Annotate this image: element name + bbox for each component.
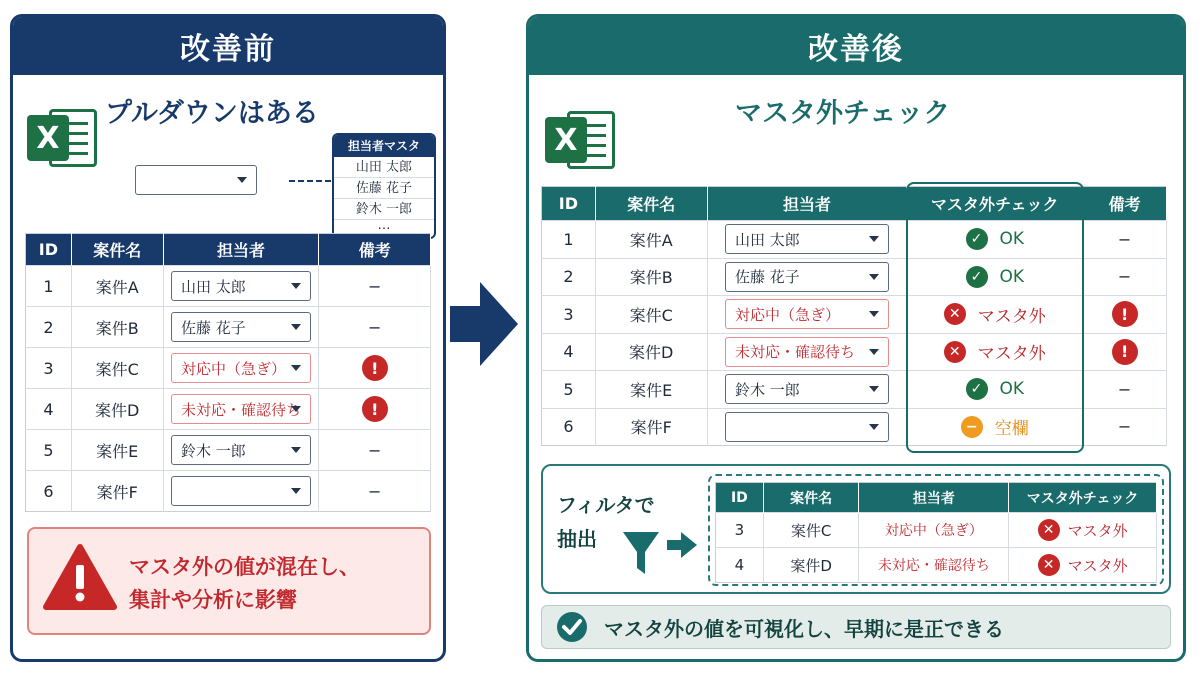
- check-status: [966, 266, 1025, 288]
- note-cell: [1083, 408, 1167, 446]
- table-row: [26, 430, 431, 471]
- assignee-dropdown[interactable]: [725, 412, 889, 442]
- assignee-value: 未対応・確認待ち: [181, 400, 302, 419]
- after-panel: [526, 14, 1186, 662]
- before-panel: [10, 14, 446, 662]
- assignee-cell: [163, 348, 319, 389]
- arrow-right-icon: [450, 282, 520, 366]
- col-name: 案件名: [595, 187, 707, 221]
- check-label: マスタ外: [1067, 521, 1128, 540]
- assignee-dropdown[interactable]: [171, 353, 311, 383]
- note-cell: [319, 266, 431, 307]
- name-cell: 案件D: [763, 548, 859, 583]
- id-cell: 3: [542, 296, 596, 334]
- table-row: [26, 389, 431, 430]
- chevron-down-icon: [869, 311, 879, 317]
- table-row: [542, 408, 1167, 446]
- id-cell: 3: [716, 513, 764, 548]
- id-cell: 3: [26, 348, 72, 389]
- master-list-more: …: [377, 218, 391, 233]
- check-label: マスタ外: [977, 344, 1046, 365]
- master-check-cell: [907, 371, 1083, 409]
- assignee-dropdown[interactable]: [725, 374, 889, 404]
- before-table: [25, 233, 431, 512]
- assignee-value: 未対応・確認待ち: [734, 343, 855, 362]
- id-cell: 1: [26, 266, 72, 307]
- note-value: −: [1117, 379, 1132, 399]
- assignee-value: 山田 太郎: [734, 230, 800, 249]
- name-cell: 案件B: [71, 307, 163, 348]
- note-cell: [319, 430, 431, 471]
- after-subtitle: マスタ外チェック: [735, 98, 951, 129]
- note-value: −: [368, 481, 382, 501]
- id-cell: 2: [542, 258, 596, 296]
- x-circle-icon: ✕: [1038, 519, 1060, 541]
- check-circle-icon: ✓: [966, 228, 988, 250]
- check-status: [961, 414, 1029, 439]
- table-row: [26, 348, 431, 389]
- alert-icon: !: [362, 355, 388, 381]
- name-cell: 案件C: [763, 513, 859, 548]
- alert-icon: !: [362, 396, 388, 422]
- check-status: [1038, 554, 1128, 576]
- assignee-dropdown[interactable]: [725, 337, 889, 367]
- x-circle-icon: ✕: [1038, 554, 1060, 576]
- filter-box: [541, 464, 1171, 594]
- arrow-right-small-icon: [667, 532, 697, 558]
- col-master-check: マスタ外チェック: [907, 187, 1083, 221]
- check-label: OK: [999, 266, 1025, 287]
- table-row: [542, 296, 1167, 334]
- minus-circle-icon: −: [961, 416, 983, 438]
- note-value: −: [1117, 267, 1132, 287]
- chevron-down-icon: [291, 488, 301, 494]
- chevron-down-icon: [291, 406, 301, 412]
- check-label: 空欄: [994, 419, 1029, 440]
- assignee-value: 対応中（急ぎ）: [181, 359, 287, 378]
- id-cell: 6: [26, 471, 72, 512]
- before-subtitle: プルダウンはある: [105, 98, 319, 129]
- note-value: −: [1117, 229, 1132, 249]
- master-list-header: 担当者マスタ: [334, 135, 434, 157]
- table-row: [716, 513, 1157, 548]
- chevron-down-icon: [291, 365, 301, 371]
- note-cell: [319, 471, 431, 512]
- assignee-cell: [707, 221, 907, 259]
- id-cell: 2: [26, 307, 72, 348]
- col-name: 案件名: [763, 483, 859, 513]
- chevron-down-icon: [237, 177, 247, 183]
- check-status: [1038, 519, 1128, 541]
- master-check-cell: [907, 221, 1083, 259]
- result-text: マスタ外の値を可視化し、早期に是正できる: [604, 616, 1004, 641]
- table-row: [542, 333, 1167, 371]
- assignee-dropdown[interactable]: [725, 224, 889, 254]
- warning-box: [27, 527, 431, 635]
- name-cell: 案件F: [71, 471, 163, 512]
- check-label: マスタ外: [1067, 556, 1128, 575]
- master-list-popup: [332, 133, 436, 239]
- assignee-value: 鈴木 一郎: [181, 441, 246, 460]
- assignee-value: 佐藤 花子: [181, 318, 246, 337]
- result-bar: [541, 605, 1171, 649]
- assignee-cell: [163, 471, 319, 512]
- master-list-item[interactable]: 佐藤 花子: [334, 178, 434, 199]
- connector-line: [289, 180, 331, 182]
- table-row: [542, 221, 1167, 259]
- master-check-cell: [1009, 548, 1157, 583]
- assignee-dropdown[interactable]: [171, 394, 311, 424]
- col-master-check: マスタ外チェック: [1009, 483, 1157, 513]
- master-list-item[interactable]: 鈴木 一郎: [334, 199, 434, 220]
- col-note: 備考: [1083, 187, 1167, 221]
- note-cell: [1083, 333, 1167, 371]
- assignee-cell: [707, 408, 907, 446]
- name-cell: 案件D: [595, 333, 707, 371]
- master-check-cell: [1009, 513, 1157, 548]
- note-cell: [1083, 371, 1167, 409]
- master-list-item[interactable]: 山田 太郎: [334, 157, 434, 178]
- assignee-dropdown[interactable]: [171, 476, 311, 506]
- note-value: −: [368, 276, 382, 296]
- filter-icon: [621, 530, 661, 578]
- x-circle-icon: ✕: [944, 341, 966, 363]
- assignee-cell: [707, 333, 907, 371]
- chevron-down-icon: [869, 236, 879, 242]
- chevron-down-icon: [869, 424, 879, 430]
- assignee-cell: 未対応・確認待ち: [859, 548, 1009, 583]
- name-cell: 案件A: [595, 221, 707, 259]
- alert-icon: !: [1112, 339, 1138, 365]
- name-cell: 案件C: [595, 296, 707, 334]
- filter-table: [715, 482, 1157, 583]
- assignee-cell: [707, 296, 907, 334]
- assignee-value: 鈴木 一郎: [734, 380, 800, 399]
- check-label: マスタ外: [977, 306, 1046, 327]
- note-cell: [319, 389, 431, 430]
- assignee-dropdown[interactable]: [171, 312, 311, 342]
- id-cell: 5: [542, 371, 596, 409]
- chevron-down-icon: [869, 274, 879, 280]
- excel-icon: X: [545, 107, 617, 173]
- col-assignee: 担当者: [707, 187, 907, 221]
- note-cell: [1083, 296, 1167, 334]
- warning-icon: [43, 543, 117, 613]
- check-label: OK: [999, 379, 1025, 400]
- note-cell: [1083, 258, 1167, 296]
- name-cell: 案件A: [71, 266, 163, 307]
- note-cell: [1083, 221, 1167, 259]
- name-cell: 案件B: [595, 258, 707, 296]
- check-circle-icon: [556, 611, 588, 643]
- name-cell: 案件D: [71, 389, 163, 430]
- assignee-dropdown[interactable]: [725, 262, 889, 292]
- sample-dropdown[interactable]: [135, 165, 257, 195]
- chevron-down-icon: [869, 349, 879, 355]
- table-row: [716, 548, 1157, 583]
- table-row: [26, 307, 431, 348]
- chevron-down-icon: [291, 283, 301, 289]
- id-cell: 4: [716, 548, 764, 583]
- name-cell: 案件C: [71, 348, 163, 389]
- check-label: OK: [999, 229, 1025, 250]
- assignee-value: 対応中（急ぎ）: [734, 305, 840, 324]
- master-check-cell: [907, 408, 1083, 446]
- before-title: 改善前: [13, 17, 443, 75]
- check-circle-icon: ✓: [966, 378, 988, 400]
- name-cell: 案件F: [595, 408, 707, 446]
- check-status: [966, 228, 1025, 250]
- filter-label-1: フィルタで: [557, 493, 655, 517]
- check-circle-icon: ✓: [966, 266, 988, 288]
- filter-label-2: 抽出: [557, 527, 597, 551]
- chevron-down-icon: [291, 324, 301, 330]
- assignee-dropdown[interactable]: [171, 271, 311, 301]
- after-title: 改善後: [529, 17, 1183, 75]
- col-assignee: 担当者: [859, 483, 1009, 513]
- note-cell: [319, 348, 431, 389]
- check-status: [944, 302, 1046, 327]
- assignee-cell: [163, 389, 319, 430]
- after-table: [541, 186, 1167, 446]
- id-cell: 1: [542, 221, 596, 259]
- assignee-cell: 対応中（急ぎ）: [859, 513, 1009, 548]
- alert-icon: !: [1112, 301, 1138, 327]
- col-name: 案件名: [71, 234, 163, 266]
- master-check-cell: [907, 333, 1083, 371]
- id-cell: 4: [542, 333, 596, 371]
- col-assignee: 担当者: [163, 234, 319, 266]
- id-cell: 6: [542, 408, 596, 446]
- chevron-down-icon: [869, 386, 879, 392]
- assignee-cell: [707, 258, 907, 296]
- assignee-dropdown[interactable]: [725, 299, 889, 329]
- col-id: ID: [716, 483, 764, 513]
- assignee-cell: [163, 307, 319, 348]
- note-cell: [319, 307, 431, 348]
- x-circle-icon: ✕: [944, 303, 966, 325]
- name-cell: 案件E: [595, 371, 707, 409]
- col-id: ID: [542, 187, 596, 221]
- check-status: [944, 339, 1046, 364]
- warning-line-2: 集計や分析に影響: [129, 588, 297, 612]
- table-row: [26, 471, 431, 512]
- assignee-cell: [163, 430, 319, 471]
- assignee-value: 佐藤 花子: [734, 268, 800, 287]
- chevron-down-icon: [291, 447, 301, 453]
- table-row: [542, 371, 1167, 409]
- master-check-cell: [907, 296, 1083, 334]
- warning-line-1: マスタ外の値が混在し、: [129, 555, 360, 579]
- assignee-cell: [707, 371, 907, 409]
- master-check-cell: [907, 258, 1083, 296]
- note-value: −: [368, 440, 382, 460]
- id-cell: 4: [26, 389, 72, 430]
- assignee-dropdown[interactable]: [171, 435, 311, 465]
- name-cell: 案件E: [71, 430, 163, 471]
- assignee-cell: [163, 266, 319, 307]
- col-note: 備考: [319, 234, 431, 266]
- table-row: [26, 266, 431, 307]
- table-row: [542, 258, 1167, 296]
- col-id: ID: [26, 234, 72, 266]
- check-status: [966, 378, 1025, 400]
- excel-icon: X: [27, 105, 99, 171]
- assignee-value: 山田 太郎: [181, 277, 246, 296]
- note-value: −: [1117, 417, 1132, 437]
- id-cell: 5: [26, 430, 72, 471]
- note-value: −: [368, 317, 382, 337]
